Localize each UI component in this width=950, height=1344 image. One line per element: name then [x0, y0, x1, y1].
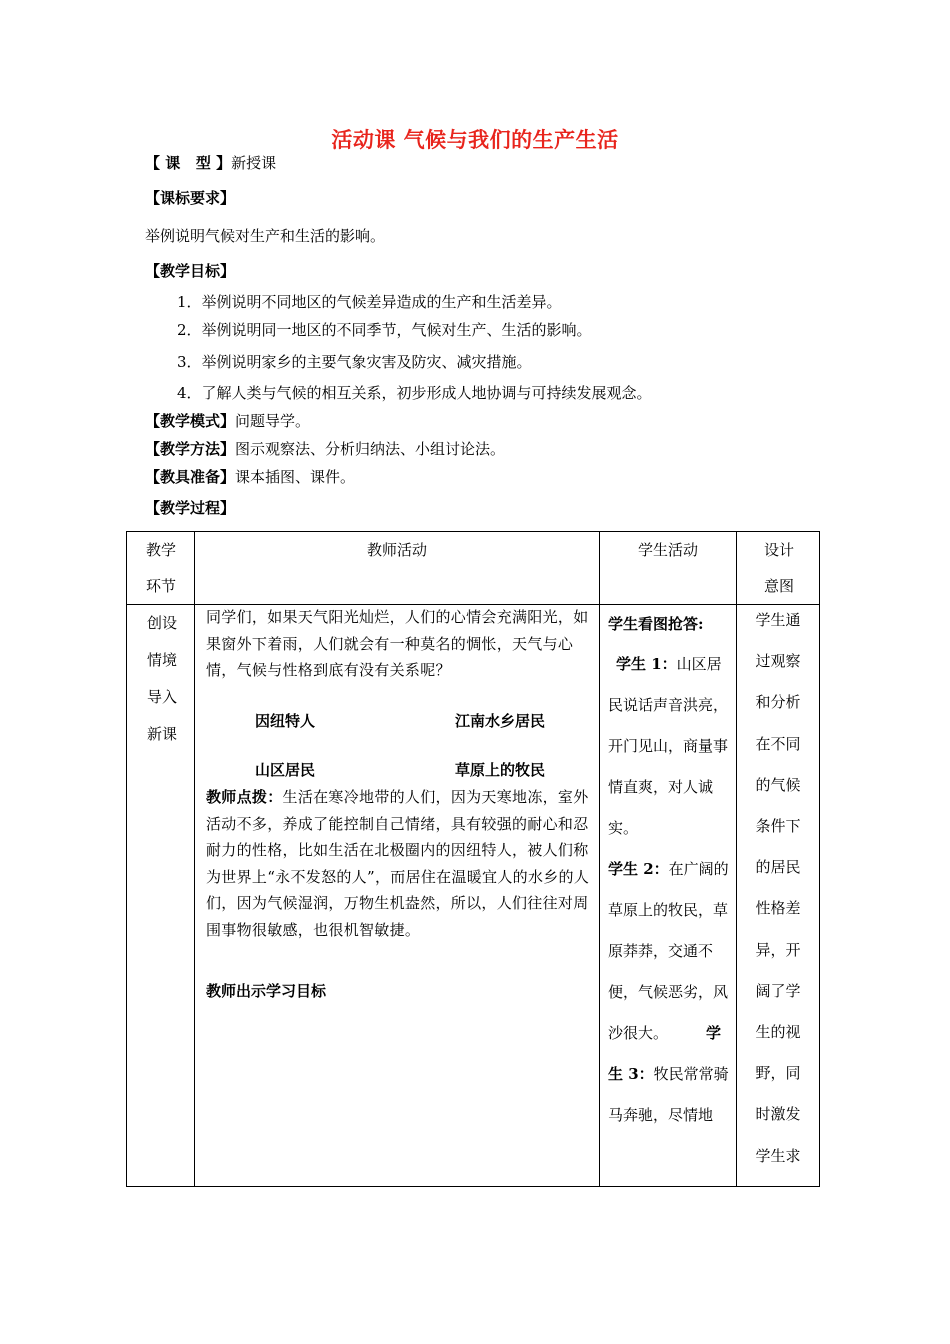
people-inuit: 因纽特人: [255, 712, 316, 730]
lesson-type-label: 【 课 型 】: [145, 154, 232, 172]
header-design: 设计意图: [763, 541, 794, 595]
teacher-tip-label: 教师点拨：: [206, 788, 283, 806]
teacher-tip-text: 生活在寒冷地带的人们，因为天寒地冻，室外活动不多，养成了能控制自己情绪，具有较强的耐心和忍耐力的性格，比如生活在北极圈内的因纽特人，被人们称为世界上“永不发怒的人”，而居住在温暖宜人的水乡的人们，因为气候湿润，万物生机盎然，所以，人们往往对周围事物很敏感，也很机智敏捷。: [206, 788, 590, 939]
student-3-label: 学生 3：: [608, 1024, 722, 1083]
tools-row: [145, 467, 355, 487]
mode-label: 【教学模式】: [145, 412, 236, 430]
standard-text: 举例说明气候对生产和生活的影响。: [145, 227, 386, 245]
people-mountain: 山区居民: [255, 761, 316, 779]
teacher-intro: 同学们，如果天气阳光灿烂，人们的心情会充满阳光，如果窗外下着雨，人们就会有一种莫名的惆怅，天气与心情，气候与性格到底有没有关系呢？: [206, 608, 589, 679]
goal-item-1: 1．举例说明不同地区的气候差异造成的生产和生活差异。: [177, 293, 562, 311]
method-value: 图示观察法、分析归纳法、小组讨论法。: [235, 440, 506, 458]
design-intent: 学生通过观察和分析在不同的气候条件下的居民性格差异，开阔了学生的视野，同时激发学生求: [755, 611, 801, 1165]
teacher-goal: 教师出示学习目标: [206, 982, 327, 1000]
page-title: 活动课 气候与我们的生产生活: [331, 127, 619, 152]
lesson-type-value: 新授课: [231, 154, 277, 172]
goal-item-2: 2．举例说明同一地区的不同季节，气候对生产、生活的影响。: [177, 321, 592, 339]
process-table: [126, 531, 820, 1187]
process-label: 【教学过程】: [145, 499, 236, 517]
col-divider: [599, 532, 600, 1186]
teacher-tip: [206, 784, 594, 943]
tools-value: 课本插图、课件。: [235, 468, 356, 486]
header-stage: 教学环节: [145, 541, 176, 595]
stage-cell: 创设情境导入新课: [146, 614, 177, 743]
lesson-type-row: [145, 153, 276, 173]
goal-item-3: 3．举例说明家乡的主要气象灾害及防灾、减灾措施。: [177, 353, 532, 371]
student-answers: [608, 612, 730, 1136]
student-3-text: 牧民常常骑马奔驰，尽情地: [608, 1065, 729, 1124]
goals-label: 【教学目标】: [145, 262, 236, 280]
standard-label: 【课标要求】: [145, 189, 236, 207]
student-2: [608, 849, 730, 1136]
col-divider: [736, 532, 737, 1186]
student-2-label: 学生 2：: [608, 860, 669, 878]
student-1-text: 山区居民说话声音洪亮，开门见山，商量事情直爽，对人诚实。: [608, 655, 729, 837]
header-student: 学生活动: [637, 541, 698, 559]
method-row: [145, 439, 505, 459]
header-teacher: 教师活动: [366, 541, 427, 559]
student-2-text: 在广阔的草原上的牧民，草原莽莽，交通不便，气候恶劣，风沙很大。: [608, 860, 729, 1042]
col-divider: [194, 532, 195, 1186]
mode-row: [145, 411, 310, 431]
goal-item-4: 4．了解人类与气候的相互关系，初步形成人地协调与可持续发展观念。: [177, 384, 652, 402]
method-label: 【教学方法】: [145, 440, 236, 458]
student-heading: 学生看图抢答:: [608, 615, 704, 633]
people-grassland: 草原上的牧民: [455, 761, 546, 779]
mode-value: 问题导学。: [235, 412, 311, 430]
people-jiangnan: 江南水乡居民: [455, 712, 546, 730]
tools-label: 【教具准备】: [145, 468, 236, 486]
student-1-label: 学生 1：: [616, 655, 677, 673]
student-1: [608, 644, 730, 849]
